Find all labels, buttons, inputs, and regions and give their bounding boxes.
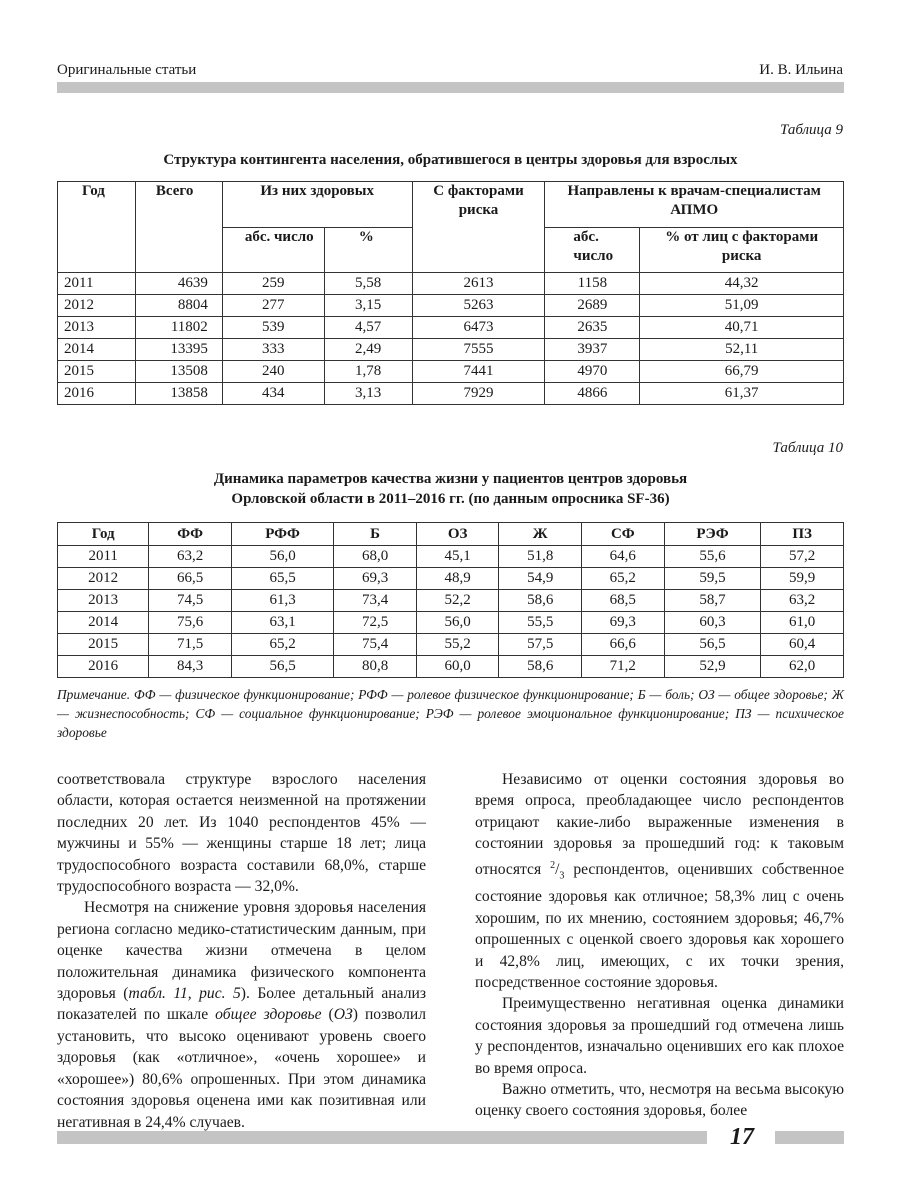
page-number: 17 — [730, 1124, 754, 1150]
table-cell: 60,0 — [416, 656, 499, 678]
th-healthy-abs: абс. число — [222, 227, 324, 273]
table-cell: 2014 — [58, 339, 136, 361]
table-cell: 52,9 — [664, 656, 761, 678]
table-row — [58, 546, 844, 568]
table-cell: 66,5 — [149, 568, 232, 590]
table9-caption: Таблица 9 — [780, 122, 843, 138]
table-cell: 11802 — [135, 317, 222, 339]
table-header-cell: СФ — [582, 523, 665, 546]
table-cell: 59,9 — [761, 568, 844, 590]
th-referred-pct: % от лиц с факторами риска — [640, 227, 844, 273]
table-cell: 2013 — [58, 590, 149, 612]
table9 — [57, 181, 844, 405]
table-cell: 75,6 — [149, 612, 232, 634]
table10-title — [57, 469, 844, 509]
table-cell: 84,3 — [149, 656, 232, 678]
table10-note: Примечание. ФФ — физическое функционирование; РФФ — ролевое физическое функционирование; Б — боль; ОЗ — общее здоровье; Ж — жизнеспособность; СФ — социальное функционирование; РЭФ — ролевое эмоциональное функционирование; ПЗ — психическое здоровье — [57, 687, 844, 740]
table10-caption: Таблица 10 — [772, 440, 843, 456]
table-cell: 1158 — [545, 273, 640, 295]
scale-abbreviation: ОЗ — [333, 1006, 353, 1024]
author-name: И. В. Ильина — [759, 62, 843, 78]
table-cell: 58,7 — [664, 590, 761, 612]
th-healthy-pct: % — [324, 227, 412, 273]
table9-title: Структура контингента населения, обратившегося в центры здоровья для взрослых — [163, 152, 738, 168]
table-cell: 59,5 — [664, 568, 761, 590]
running-header — [57, 62, 843, 82]
table-cell: 8804 — [135, 295, 222, 317]
table-cell: 66,79 — [640, 361, 844, 383]
table-row — [58, 656, 844, 678]
table-cell: 61,37 — [640, 383, 844, 405]
table10-title-line2: Орловской области в 2011–2016 гг. (по данным опросника SF-36) — [231, 491, 670, 507]
footer-rule-left — [57, 1131, 707, 1144]
table-header-cell: ПЗ — [761, 523, 844, 546]
table-cell: 62,0 — [761, 656, 844, 678]
table-cell: 240 — [222, 361, 324, 383]
table-cell: 69,3 — [334, 568, 417, 590]
table-cell: 73,4 — [334, 590, 417, 612]
table-cell: 65,5 — [231, 568, 333, 590]
scale-term: общее здоровье — [215, 1006, 322, 1024]
table-cell: 45,1 — [416, 546, 499, 568]
th-year: Год — [58, 182, 136, 273]
table-cell: 2011 — [58, 273, 136, 295]
table-cell: 4866 — [545, 383, 640, 405]
table-header-cell: Ж — [499, 523, 582, 546]
table-cell: 55,5 — [499, 612, 582, 634]
table-cell: 2016 — [58, 656, 149, 678]
table-row — [58, 383, 844, 405]
table-cell: 44,32 — [640, 273, 844, 295]
table-cell: 2689 — [545, 295, 640, 317]
table-cell: 539 — [222, 317, 324, 339]
table-cell: 61,0 — [761, 612, 844, 634]
fraction-denominator: 3 — [559, 869, 565, 881]
table-row — [58, 317, 844, 339]
footer-rule-right — [775, 1131, 844, 1144]
table-cell: 69,3 — [582, 612, 665, 634]
paragraph: Преимущественно негативная оценка динамики состояния здоровья за прошедший год отмечена лишь у респондентов, изначально оценивших его как плохое во время опроса. — [475, 995, 844, 1077]
table-cell: 7555 — [412, 339, 545, 361]
table-cell: 52,2 — [416, 590, 499, 612]
table-cell: 3,13 — [324, 383, 412, 405]
table-cell: 72,5 — [334, 612, 417, 634]
table-cell: 2635 — [545, 317, 640, 339]
table-row — [58, 590, 844, 612]
table10-body — [58, 546, 844, 678]
text-column-right — [475, 769, 844, 1122]
paragraph: Несмотря на снижение уровня здоровья населения региона согласно медико-статистическим данным, при оценке качества жизни отмечена в целом положительная динамика физического компонента здоровья (табл. 11, рис. 5). Более детальный анализ показателей по шкале общее здоровье (ОЗ) позволил установить, что высоко оценивают уровень своего здоровья (как «отличное», «очень хорошее» и «хорошее») 80,6% опрошенных. При этом динамика состояния здоровья оценена ими как позитивная или негативная в 24,4% случаев. — [57, 899, 427, 1131]
table-cell: 333 — [222, 339, 324, 361]
table-cell: 13395 — [135, 339, 222, 361]
table-cell: 1,78 — [324, 361, 412, 383]
table-cell: 54,9 — [499, 568, 582, 590]
table-cell: 65,2 — [231, 634, 333, 656]
table-cell: 2012 — [58, 295, 136, 317]
table10-title-line1: Динамика параметров качества жизни у пациентов центров здоровья — [213, 471, 688, 487]
table-cell: 6473 — [412, 317, 545, 339]
table-cell: 56,5 — [664, 634, 761, 656]
table-cell: 61,3 — [231, 590, 333, 612]
table-cell: 68,0 — [334, 546, 417, 568]
table-cell: 13508 — [135, 361, 222, 383]
table-cell: 259 — [222, 273, 324, 295]
th-healthy: Из них здоровых — [222, 182, 412, 228]
table-cell: 3937 — [545, 339, 640, 361]
table-cell: 51,09 — [640, 295, 844, 317]
table-cell: 2015 — [58, 634, 149, 656]
paragraph: соответствовала структуре взрослого населения области, которая остается неизменной на протяжении последних 20 лет. Из 1040 респондентов 45% — мужчины и 55% — женщины старше 18 лет; лица трудоспособного возраста составили 68,0%, старше трудоспособного возраста — 32,0%. — [57, 771, 426, 896]
table-cell: 434 — [222, 383, 324, 405]
table-header-cell: Б — [334, 523, 417, 546]
table-cell: 4970 — [545, 361, 640, 383]
table-cell: 277 — [222, 295, 324, 317]
table-cell: 57,2 — [761, 546, 844, 568]
table-cell: 58,6 — [499, 590, 582, 612]
table-row — [58, 634, 844, 656]
table-cell: 63,2 — [761, 590, 844, 612]
table-cell: 66,6 — [582, 634, 665, 656]
table-cell: 57,5 — [499, 634, 582, 656]
table-row — [58, 295, 844, 317]
table-cell: 51,8 — [499, 546, 582, 568]
table10-header-row — [58, 523, 844, 546]
fraction-numerator: 2 — [550, 859, 556, 871]
table-cell: 7929 — [412, 383, 545, 405]
table-header-cell: Год — [58, 523, 149, 546]
th-referred-abs: абс. число — [545, 227, 640, 273]
table-cell: 71,2 — [582, 656, 665, 678]
table-cell: 56,0 — [231, 546, 333, 568]
table-cell: 63,1 — [231, 612, 333, 634]
table-cell: 56,0 — [416, 612, 499, 634]
table-cell: 80,8 — [334, 656, 417, 678]
table-cell: 40,71 — [640, 317, 844, 339]
table-header-cell: ОЗ — [416, 523, 499, 546]
table-cell: 60,3 — [664, 612, 761, 634]
table-row — [58, 339, 844, 361]
table-row — [58, 361, 844, 383]
table-cell: 2012 — [58, 568, 149, 590]
table-cell: 64,6 — [582, 546, 665, 568]
table-cell: 2014 — [58, 612, 149, 634]
table-cell: 71,5 — [149, 634, 232, 656]
table9-body — [58, 273, 844, 405]
table-cell: 58,6 — [499, 656, 582, 678]
table-cell: 13858 — [135, 383, 222, 405]
table-figure-reference: табл. 11, рис. 5 — [128, 985, 241, 1003]
table-cell: 2013 — [58, 317, 136, 339]
table-cell: 65,2 — [582, 568, 665, 590]
table-row — [58, 568, 844, 590]
table-cell: 2,49 — [324, 339, 412, 361]
table-cell: 5263 — [412, 295, 545, 317]
th-total: Всего — [135, 182, 222, 273]
table-cell: 48,9 — [416, 568, 499, 590]
table-cell: 68,5 — [582, 590, 665, 612]
table-cell: 4639 — [135, 273, 222, 295]
table-cell: 7441 — [412, 361, 545, 383]
table-header-cell: ФФ — [149, 523, 232, 546]
table-cell: 74,5 — [149, 590, 232, 612]
table-cell: 2613 — [412, 273, 545, 295]
table-row — [58, 273, 844, 295]
table-cell: 75,4 — [334, 634, 417, 656]
table-cell: 4,57 — [324, 317, 412, 339]
table-cell: 5,58 — [324, 273, 412, 295]
text-column-left — [57, 769, 426, 1133]
th-risk: С факторами риска — [412, 182, 545, 273]
table-cell: 3,15 — [324, 295, 412, 317]
table-cell: 56,5 — [231, 656, 333, 678]
paragraph: Важно отметить, что, несмотря на весьма высокую оценку своего состояния здоровья, более — [475, 1080, 844, 1120]
table-header-cell: РЭФ — [664, 523, 761, 546]
table10 — [57, 522, 844, 678]
table-row — [58, 612, 844, 634]
paragraph: Независимо от оценки состояния здоровья во время опроса, преобладающее число респондентов отрицают какие-либо выраженные изменения в состоянии здоровья за прошедший год: к таковым относятся $^2/_3$ респондентов, оценивших собственное состояние здоровья как отличное; 58,3% лиц с очень хорошим, по их мнению, состоянием здоровья; 46,7% опрошенных с оценкой своего здоровья как хорошего и 42,8% лиц, имеющих, с их точки зрения, посредственное состояние здоровья. — [475, 771, 844, 991]
table-cell: 55,6 — [664, 546, 761, 568]
section-title: Оригинальные статьи — [57, 62, 197, 78]
table-cell: 2015 — [58, 361, 136, 383]
table-cell: 2016 — [58, 383, 136, 405]
table-cell: 63,2 — [149, 546, 232, 568]
table-cell: 52,11 — [640, 339, 844, 361]
table-header-cell: РФФ — [231, 523, 333, 546]
th-referred: Направлены к врачам-специалистам АПМО — [545, 182, 844, 228]
table-cell: 55,2 — [416, 634, 499, 656]
table-cell: 60,4 — [761, 634, 844, 656]
header-rule — [57, 82, 844, 93]
table-cell: 2011 — [58, 546, 149, 568]
